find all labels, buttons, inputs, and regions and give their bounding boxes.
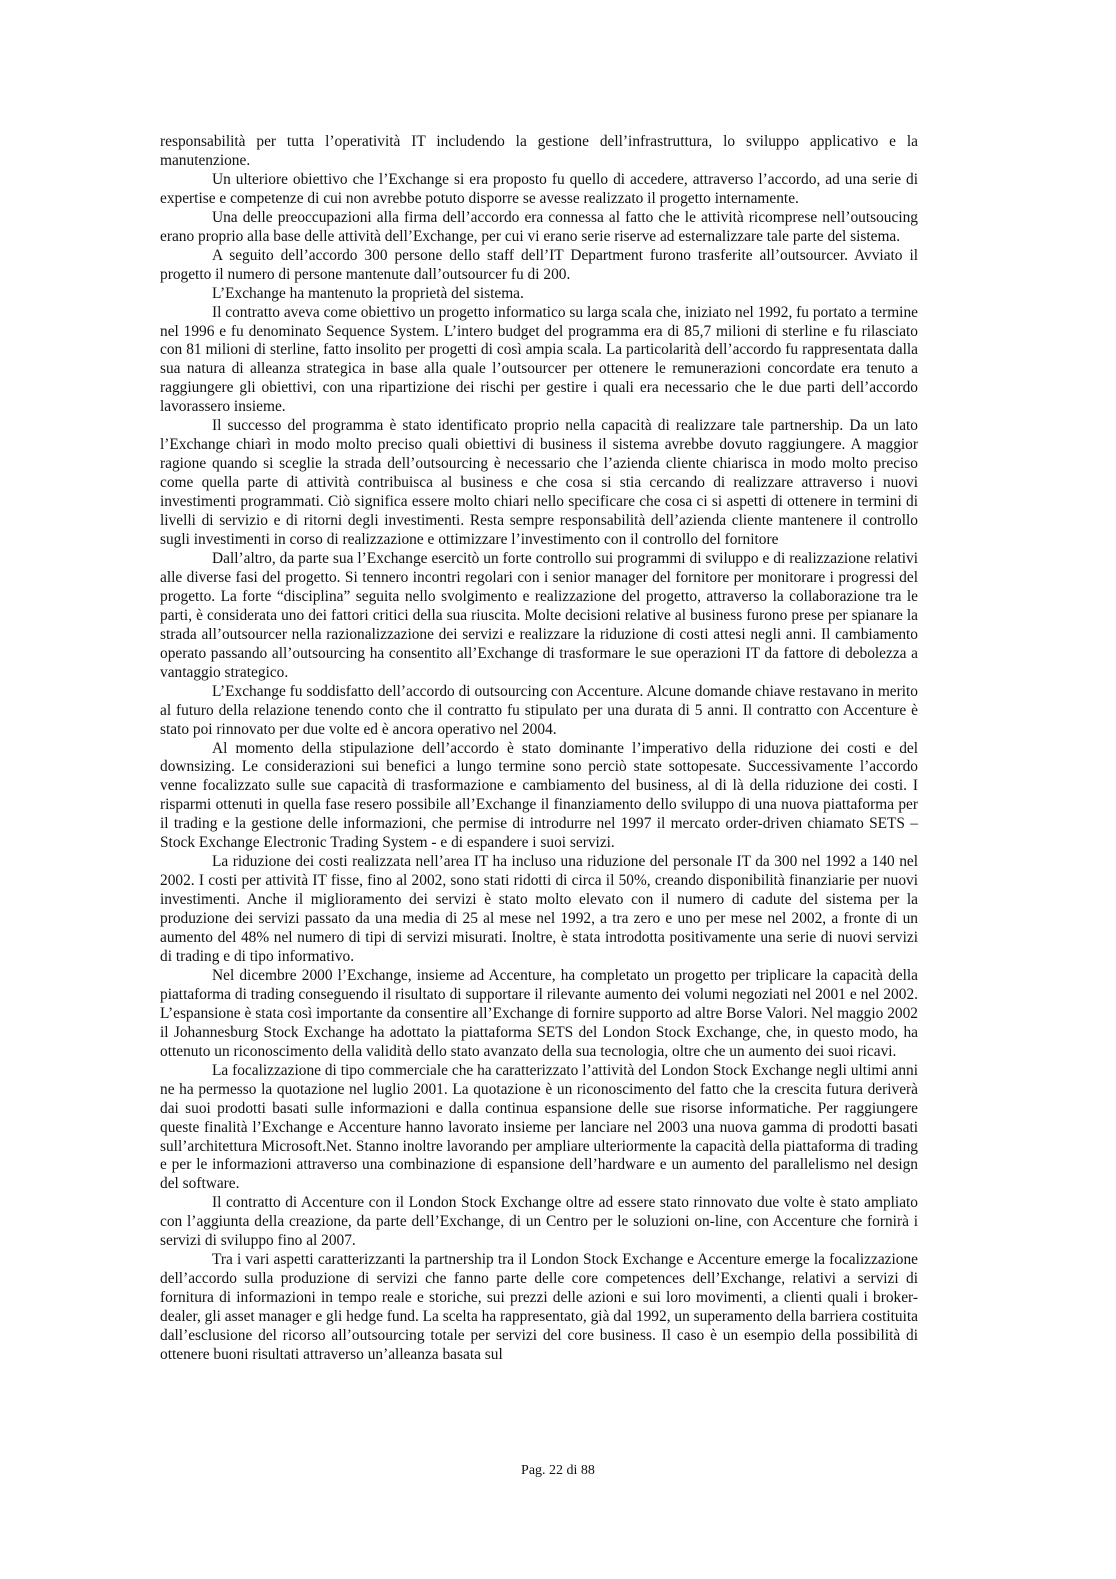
paragraph: Il contratto aveva come obiettivo un progetto informatico su larga scala che, iniziato nel 1992, fu portato a termine nel 1996 e fu denominato Sequence System. L’intero budget del programma era di 85,7 milioni di sterline e fu rilasciato con 81 milioni di sterline, fatto insolito per progetti di così ampia scala. La particolarità dell’accordo fu rappresentata dalla sua natura di alleanza strategica in base alla quale l’outsourcer per ottenere le remunerazioni concordate era tenuto a raggiungere gli obiettivi, con una ripartizione dei rischi per gestire i quali era necessario che le due parti dell’accordo lavorassero insieme. [160,303,918,416]
paragraph: La focalizzazione di tipo commerciale che ha caratterizzato l’attività del London Stock Exchange negli ultimi anni ne ha permesso la quotazione nel luglio 2001. La quotazione è un riconoscimento del fatto che la crescita futura deriverà dai suoi prodotti basati sulle informazioni e dalla continua espansione delle sue risorse informatiche. Per raggiungere queste finalità l’Exchange e Accenture hanno lavorato insieme per lanciare nel 2003 una nuova gamma di prodotti basati sull’architettura Microsoft.Net. Stanno inoltre lavorando per ampliare ulteriormente la capacità della piattaforma di trading e per le informazioni attraverso una combinazione di espansione dell’hardware e un aumento del parallelismo nel design del software. [160,1061,918,1193]
paragraph: L’Exchange fu soddisfatto dell’accordo di outsourcing con Accenture. Alcune domande chiave restavano in merito al futuro della relazione tenendo conto che il contratto fu stipulato per una durata di 5 anni. Il contratto con Accenture è stato poi rinnovato per due volte ed è ancora operativo nel 2004. [160,682,918,738]
paragraph: Il successo del programma è stato identificato proprio nella capacità di realizzare tale partnership. Da un lato l’Exchange chiarì in modo molto preciso quali obiettivi di business il sistema avrebbe dovuto raggiungere. A maggior ragione quando si sceglie la strada dell’outsourcing è necessario che l’azienda cliente chiarisca in modo molto preciso come quella parte di attività contribuisca al business e che cosa si stia cercando di realizzare attraverso i nuovi investimenti programmati. Ciò significa essere molto chiari nello specificare che cosa ci si aspetti di ottenere in termini di livelli di servizio e di ritorni degli investimenti. Resta sempre responsabilità dell’azienda cliente mantenere il controllo sugli investimenti in corso di realizzazione e ottimizzare l’investimento con il controllo del fornitore [160,417,918,549]
paragraph: Dall’altro, da parte sua l’Exchange esercitò un forte controllo sui programmi di sviluppo e di realizzazione relativi alle diverse fasi del progetto. Si tennero incontri regolari con i senior manager del fornitore per monitorare i progressi del progetto. La forte “disciplina” seguita nello svolgimento e realizzazione del progetto, attraverso la collaborazione tra le parti, è considerata uno dei fattori critici della sua riuscita. Molte decisioni relative al business furono prese per spianare la strada all’outsourcer nella razionalizzazione dei servizi e realizzare la riduzione di costi attesi negli anni. Il cambiamento operato passando all’outsourcing ha consentito all’Exchange di trasformare le sue operazioni IT da fattore di debolezza a vantaggio strategico. [160,549,918,681]
paragraph: La riduzione dei costi realizzata nell’area IT ha incluso una riduzione del personale IT da 300 nel 1992 a 140 nel 2002. I costi per attività IT fisse, fino al 2002, sono stati ridotti di circa il 50%, creando disponibilità finanziarie per nuovi investimenti. Anche il miglioramento dei servizi è stato molto elevato con il numero di cadute del sistema per la produzione dei servizi passato da una media di 25 al mese nel 1992, a tra zero e uno per mese nel 2002, a fronte di un aumento del 48% nel numero di tipi di servizi misurati. Inoltre, è stata introdotta positivamente una serie di nuovi servizi di trading e di tipo informativo. [160,853,918,965]
paragraph: Al momento della stipulazione dell’accordo è stato dominante l’imperativo della riduzione dei costi e del downsizing. Le considerazioni sui benefici a lungo termine sono perciò state sottopesate. Successivamente l’accordo venne focalizzato sulle sue capacità di trasformazione e cambiamento del business, al di là della riduzione dei costi. I risparmi ottenuti in quella fase resero possibile all’Exchange il finanziamento dello sviluppo di una nuova piattaforma per il trading e la gestione delle informazioni, che permise di introdurre nel 1997 il mercato order-driven chiamato SETS – Stock Exchange Electronic Trading System - e di espandere i suoi servizi. [160,739,918,852]
paragraph: A seguito dell’accordo 300 persone dello staff dell’IT Department furono trasferite all’outsourcer. Avviato il progetto il numero di persone mantenute dall’outsourcer fu di 200. [160,246,918,283]
paragraph: Tra i vari aspetti caratterizzanti la partnership tra il London Stock Exchange e Accenture emerge la focalizzazione dell’accordo sulla produzione di servizi che fanno parte delle core competences dell’Exchange, relativi a servizi di fornitura di informazioni in tempo reale e storiche, sui prezzi delle azioni e sui loro movimenti, a clienti quali i broker-dealer, gli asset manager e gli hedge fund. La scelta ha rappresentato, già dal 1992, un superamento della barriera costituita dall’esclusione del ricorso all’outsourcing totale per servizi del core business. Il caso è un esempio della possibilità di ottenere buoni risultati attraverso un’alleanza basata sul [160,1251,918,1363]
paragraph: L’Exchange ha mantenuto la proprietà del sistema. [212,284,524,302]
paragraph: Un ulteriore obiettivo che l’Exchange si era proposto fu quello di accedere, attraverso l’accordo, ad una serie di expertise e competenze di cui non avrebbe potuto disporre se avesse realizzato il progetto internamente. [160,170,918,207]
paragraph: responsabilità per tutta l’operatività IT includendo la gestione dell’infrastruttura, lo sviluppo applicativo e la manutenzione. [160,133,918,169]
page-number-footer: Pag. 22 di 88 [521,1463,595,1478]
paragraph: Nel dicembre 2000 l’Exchange, insieme ad Accenture, ha completato un progetto per triplicare la capacità della piattaforma di trading conseguendo il risultato di supportare il rilevante aumento dei volumi negoziati nel 2001 e nel 2002. L’espansione è stata così importante da consentire all’Exchange di fornire supporto ad altre Borse Valori. Nel maggio 2002 il Johannesburg Stock Exchange ha adottato la piattaforma SETS del London Stock Exchange, che, in questo modo, ha ottenuto un riconoscimento della validità dello stato avanzato della sua tecnologia, oltre che un aumento dei suoi ricavi. [160,966,918,1060]
paragraph: Una delle preoccupazioni alla firma dell’accordo era connessa al fatto che le attività ricomprese nell’outsoucing erano proprio alla base delle attività dell’Exchange, per cui vi erano serie riserve ad esternalizzare tale parte del sistema. [160,208,918,245]
body-text [160,133,918,1365]
paragraph: Il contratto di Accenture con il London Stock Exchange oltre ad essere stato rinnovato due volte è stato ampliato con l’aggiunta della creazione, da parte dell’Exchange, di un Centro per le soluzioni on-line, con Accenture che fornirà i servizi di sviluppo fino al 2007. [160,1194,918,1250]
